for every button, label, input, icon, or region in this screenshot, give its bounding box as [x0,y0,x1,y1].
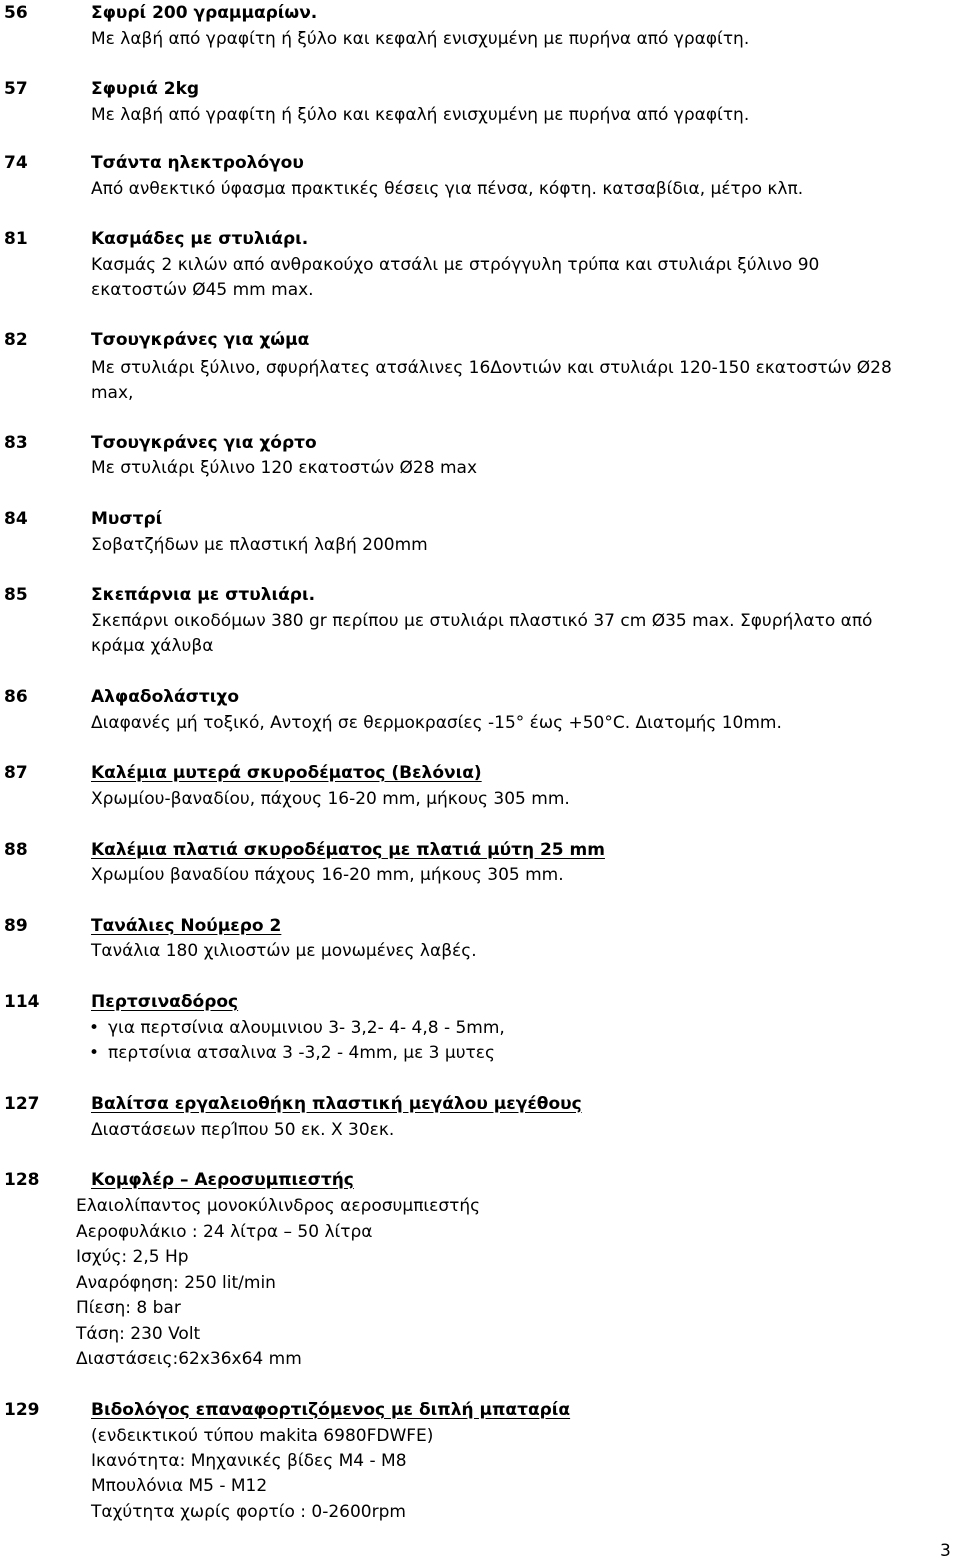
item-number: 81 [4,229,28,249]
item-description: Κασμάς 2 κιλών από ανθρακούχο ατσάλι με στρόγγυλη τρύπα και στυλιάρι ξύλινο 90 [91,255,820,275]
spec-line: Πίεση: 8 bar [76,1298,181,1318]
item-number: 89 [4,916,28,936]
bullet-icon: • [89,1043,100,1063]
spec-line: Ικανότητα: Μηχανικές βίδες Μ4 - Μ8 [91,1451,407,1471]
item-title: Τανάλιες Νούμερο 2 [91,916,282,936]
spec-line: Ισχύς: 2,5 Hp [76,1247,189,1267]
spec-line: Αεροφυλάκιο : 24 λίτρα – 50 λίτρα [76,1222,373,1242]
item-number: 74 [4,153,28,173]
item-number: 83 [4,433,28,453]
spec-line: Αναρόφηση: 250 lit/min [76,1273,276,1293]
bullet-item: περτσίνια ατσαλινα 3 -3,2 - 4mm, με 3 μυτες [108,1043,495,1063]
item-number: 114 [4,992,40,1012]
item-number: 85 [4,585,28,605]
item-description: Σοβατζήδων με πλαστική λαβή 200mm [91,535,428,555]
item-title: Σκεπάρνια με στυλιάρι. [91,585,316,605]
item-title: Τσάντα ηλεκτρολόγου [91,153,304,173]
item-description: Από ανθεκτικό ύφασμα πρακτικές θέσεις για πένσα, κόφτη. κατσαβίδια, μέτρο κλπ. [91,179,804,199]
item-title: Καλέμια μυτερά σκυροδέματος (Βελόνια) [91,763,482,783]
item-title: Καλέμια πλατιά σκυροδέματος με πλατιά μύτη 25 mm [91,840,605,860]
item-title: Βαλίτσα εργαλειοθήκη πλαστική μεγάλου μεγέθους [91,1094,582,1114]
item-title: Μυστρί [91,509,163,529]
bullet-icon: • [89,1018,100,1038]
item-number: 127 [4,1094,40,1114]
item-number: 88 [4,840,28,860]
item-description: max, [91,383,134,403]
item-description: Με στυλιάρι ξύλινο, σφυρήλατες ατσάλινες 16Δοντιών και στυλιάρι 120-150 εκατοστών Ø28 [91,358,892,378]
item-description: Χρωμίου βαναδίου πάχους 16-20 mm, μήκους 305 mm. [91,865,564,885]
item-title: Σφυρί 200 γραμμαρίων. [91,3,318,23]
spec-line: Ταχύτητα χωρίς φορτίο : 0-2600rpm [91,1502,406,1522]
item-number: 84 [4,509,28,529]
spec-line: Διαστάσεις:62x36x64 mm [76,1349,302,1369]
spec-line: Μπουλόνια Μ5 - Μ12 [91,1476,268,1496]
spec-line: (ενδεικτικού τύπου makita 6980FDWFE) [91,1426,434,1446]
item-title: Κασμάδες με στυλιάρι. [91,229,309,249]
item-number: 87 [4,763,28,783]
spec-line: Τάση: 230 Volt [76,1324,201,1344]
item-title: Κομφλέρ – Αεροσυμπιεστής [91,1170,354,1190]
item-number: 129 [4,1400,40,1420]
item-title: Αλφαδολάστιχο [91,687,240,707]
item-number: 57 [4,79,28,99]
item-description: κράμα χάλυβα [91,636,214,656]
item-description: Με λαβή από γραφίτη ή ξύλο και κεφαλή ενισχυμένη με πυρήνα από γραφίτη. [91,105,750,125]
item-description: εκατοστών Ø45 mm max. [91,280,314,300]
item-description: Τανάλια 180 χιλιοστών με μονωμένες λαβές. [91,941,477,961]
item-description: Με λαβή από γραφίτη ή ξύλο και κεφαλή ενισχυμένη με πυρήνα από γραφίτη. [91,29,750,49]
item-description: Διαφανές μή τοξικό, Αντοχή σε θερμοκρασίες -15° έως +50°C. Διατομής 10mm. [91,713,782,733]
item-description: Διαστάσεων περΊπου 50 εκ. Χ 30εκ. [91,1120,395,1140]
item-number: 56 [4,3,28,23]
item-description: Χρωμίου-βαναδίου, πάχους 16-20 mm, μήκους 305 mm. [91,789,570,809]
item-number: 82 [4,330,28,350]
item-title: Τσουγκράνες για χόρτο [91,433,317,453]
item-title: Βιδολόγος επαναφορτιζόμενος με διπλή μπαταρία [91,1400,571,1420]
item-description: Σκεπάρνι οικοδόμων 380 gr περίπου με στυλιάρι πλαστικό 37 cm Ø35 max. Σφυρήλατο από [91,611,873,631]
item-title: Τσουγκράνες για χώμα [91,330,310,350]
bullet-item: για περτσίνια αλουμινιου 3- 3,2- 4- 4,8 - 5mm, [108,1018,505,1038]
item-title: Σφυριά 2kg [91,79,200,99]
item-number: 86 [4,687,28,707]
item-description: Με στυλιάρι ξύλινο 120 εκατοστών Ø28 max [91,458,478,478]
item-number: 128 [4,1170,40,1190]
page-number: 3 [940,1541,951,1561]
item-title: Περτσιναδόρος [91,992,239,1012]
spec-line: Ελαιολίπαντος μονοκύλινδρος αεροσυμπιεστής [76,1196,481,1216]
